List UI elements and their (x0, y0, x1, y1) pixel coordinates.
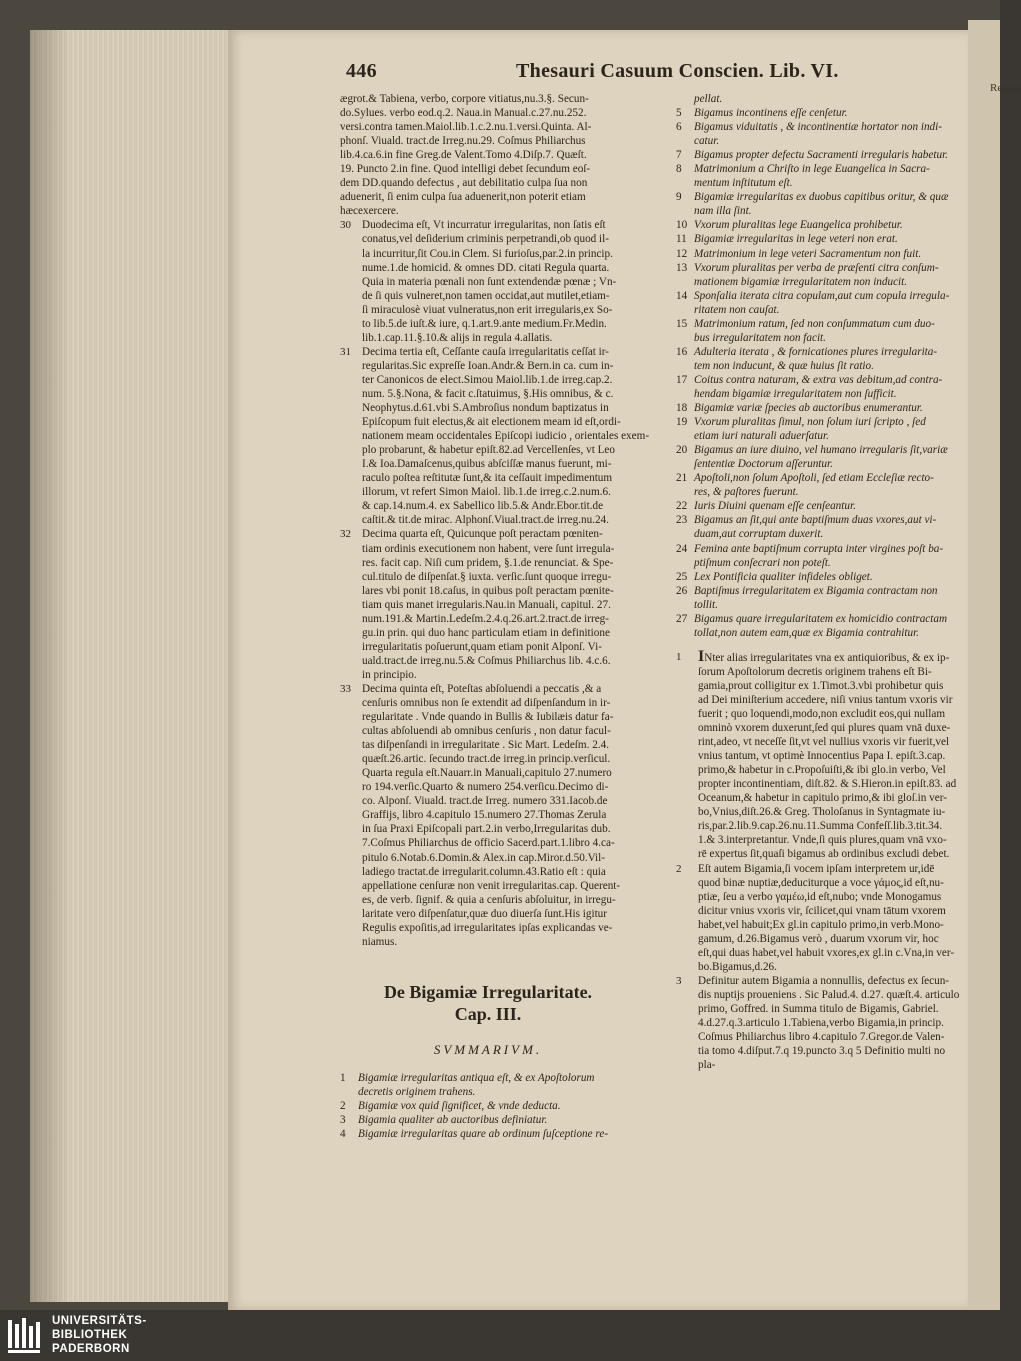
body-paragraph (676, 647, 968, 862)
summary-item-number: 4 (340, 1128, 346, 1141)
summary-line: Vxorum pluralitas per verba de præſenti citra conſum- (694, 261, 939, 274)
text-line: & cap.14.num.4. ex Sabellico lib.5.& Andr.Ebor.tit.de (362, 500, 604, 513)
text-line: versi.contra tamen.Maiol.lib.1.c.2.nu.1.versi.Quinta. Al- (340, 121, 592, 134)
summary-item-number: 21 (676, 472, 688, 485)
text-line: lares vbi ponit 18.caſus, in quibus poſt peractam pœnite- (362, 584, 614, 597)
summary-line: Bigamiæ irregularitas quare ab ordinum ſuſceptione re- (358, 1128, 609, 1141)
summary-item (340, 1113, 636, 1127)
logo-line-3: PADERBORN (52, 1343, 130, 1355)
text-line: ro 194.verſic.Quarto & numero 254.verſicu.Decimo di- (362, 781, 609, 794)
summary-item-number: 23 (676, 514, 688, 527)
paragraph-number: 30 (340, 219, 351, 232)
rule-paragraph (340, 682, 636, 949)
text-line: ptiæ, ſeu a verbo γαμέω,id eſt,nubo; vnde Monogamus (698, 890, 942, 903)
text-line: laritate vero diſpenſatur,quæ duo diuerſa ſunt.His igitur (362, 907, 607, 920)
summary-item (676, 317, 968, 345)
text-line: pla- (698, 1059, 716, 1072)
summary-item (340, 1127, 636, 1141)
summary-line: duam,aut corruptam duxerit. (694, 528, 824, 541)
text-line: rē expertus ſit,quaſi bigamus ab ordinibus excludi debet. (698, 848, 950, 861)
summary-line: Lex Pontificia qualiter infideles obliget. (694, 570, 873, 583)
summary-item (676, 232, 968, 246)
text-line: appellatione cenſuræ non venit irregularitas.cap. Querent- (362, 879, 621, 892)
summary-line: decretis originem trahens. (358, 1085, 476, 1098)
paragraph-number: 33 (340, 682, 351, 695)
summary-item (676, 218, 968, 232)
text-line: plo probarunt, & habetur epiſt.82.ad Vercellenſes, vt Leo (362, 444, 615, 457)
right-column (676, 92, 968, 1072)
text-line: fuerit ; quo loquendi,modo,non excludit eos,qui nullam (698, 708, 946, 721)
text-line: INter alias irregularitates vna ex antiquioribus, & ex ip- (698, 647, 950, 665)
text-line: phonſ. Viuald. tract.de Irreg.nu.29. Coſmus Philiarchus (340, 135, 586, 148)
text-line: tas diſpenſandi in irregularitate . Sic Mart. Ledeſm. 2.4. (362, 739, 609, 752)
summary-line: Vxorum pluralitas lege Euangelica prohibetur. (694, 219, 903, 232)
summary-item-number: 1 (340, 1071, 346, 1084)
text-line: dis nuptijs proueniens . Sic Palud.4. d.27. quæſt.4. articulo (698, 988, 960, 1001)
text-line: conatus,vel deſiderium criminis perpetrandi,ob quod il- (362, 233, 609, 246)
summary-line: pellat. (694, 93, 723, 105)
summary-item-number: 8 (676, 163, 682, 176)
text-line: 19. Puncto 2.in fine. Quod intelligi debet ſecundum eoſ- (340, 163, 591, 176)
left-continuation-text (340, 92, 636, 218)
left-rules-paragraphs (340, 218, 650, 948)
text-line: aduenerit, ſi enim culpa ſua aduenerit,non poterit etiam (340, 191, 586, 204)
text-line: res. facit cap. Niſi cum pridem, §.1.de renunciat. & Spe- (362, 556, 614, 569)
text-line: cul.titulo de diſpenſat.§ iuxta. verſic.ſunt quoque irregu- (362, 570, 612, 583)
text-line: bo.Bigamus,d.26. (698, 960, 777, 973)
text-line: lib.1.cap.11.§.10.& alijs in regula 4.allatis. (362, 331, 553, 344)
text-line: ſorum Apoſtolorum decretis originem trahens eſt Bi- (698, 665, 932, 678)
text-line: num.191.& Martin.Ledeſm.2.4.q.26.art.2.tract.de irreg- (362, 612, 609, 625)
summary-item (676, 148, 968, 162)
summary-item (676, 443, 968, 471)
text-line: es, de verb. ſignif. & quia a cenſuris abſoluitur, in irregu- (362, 893, 616, 906)
summary-line: Baptiſmus irregularitatem ex Bigamia contractam non (694, 584, 938, 597)
summary-line: Matrimonium in lege veteri Sacramentum non fuit. (694, 247, 922, 260)
paragraph-number: 3 (676, 974, 682, 987)
text-line: 1.& 3.interpretantur. Vnde,ſi quis plures,quam vnā vxo- (698, 834, 947, 847)
rule-paragraph (340, 527, 636, 682)
logo-line-1: UNIVERSITÄTS- (52, 1315, 147, 1327)
text-line: tiam quis manet irregularis.Nau.in Manuali, capitul. 27. (362, 598, 611, 611)
text-line: Oceanum,& habetur in capitulo primo,& ibi gloſ.in ver- (698, 792, 947, 805)
text-line: Quia in materia pœnali non ſunt extendendæ pœnæ ; Vn- (362, 275, 617, 288)
summary-item (676, 261, 968, 289)
text-line: pitulo 6.Notab.6.Domin.& Alex.in cap.Miror.d.50.Vil- (362, 851, 605, 864)
text-line: uald.tract.de irreg.nu.5.& Coſmus Philiarchus lib. 4.c.6. (362, 654, 611, 667)
summary-line: Femina ante baptiſmum corrupta inter virgines poſt ba- (694, 542, 944, 555)
paragraph-number: 2 (676, 862, 682, 875)
summary-item (676, 345, 968, 373)
rule-paragraph (340, 345, 650, 528)
text-line: eſt,qui duas habet,vel habuit vxores,ex gl.in c.Vna,in ver- (698, 946, 955, 959)
summary-item-number: 10 (676, 219, 688, 232)
left-column (340, 92, 650, 1141)
fore-edge-shadow (30, 30, 70, 1302)
chapter-number: Cap. III. (454, 1003, 522, 1024)
text-line: ladiego tractat.de irregularit.column.43.Ratio eſt : quia (362, 865, 606, 878)
summary-item-number: 12 (676, 247, 688, 260)
summary-line: Bigamus viduitatis , & incontinentiæ hortator non indi- (694, 121, 942, 134)
summary-line: Matrimonium a Chriſto in lege Euangelica in Sacra- (694, 163, 930, 176)
text-line: gamum, d.26.Bigamus verò , duarum vxorum vir, hoc (698, 932, 939, 945)
summary-line: mentum inſtitutum eſt. (694, 177, 793, 190)
summary-item (676, 247, 968, 261)
text-line: vnius tantum, vt optimè Innocentius Papa I. epiſt.3.cap. (698, 750, 946, 763)
facing-page-edge (968, 20, 1021, 1310)
summary-line: etiam iuri naturali aduerſatur. (694, 430, 829, 443)
summary-item-number: 22 (676, 500, 688, 513)
summary-line: Bigamiæ irregularitas in lege veteri non erat. (694, 233, 898, 246)
text-line: primo,& habetur in c.Propoſuiſti,& ibi glo.in verbo, Vel (698, 764, 946, 777)
summary-item-number: 17 (676, 373, 688, 386)
summary-item (676, 513, 968, 541)
summary-line: nam illa ſint. (694, 205, 752, 218)
text-line: Definitur autem Bigamia a nonnullis, defectus ex ſecun- (698, 974, 950, 987)
text-line: 4.d.27.q.3.articulo 1.Tabiena,verbo Bigamia,in princip. (698, 1017, 944, 1030)
summary-line: ſententiæ Doctorum aſſeruntur. (694, 458, 833, 471)
summary-line: Bigamiæ vox quid ſignificet, & vnde deducta. (358, 1100, 561, 1112)
text-line: cenſuris omnibus non ſe extendit ad diſpenſandum in ir- (362, 697, 611, 710)
text-line: ter Canonicos de elect.Simou Maiol.lib.1.de irreg.cap.2. (362, 373, 613, 386)
summary-item-number: 19 (676, 416, 688, 429)
summarium-label: SVMMARIVM. (433, 1041, 543, 1057)
text-line: Decima quinta eſt, Poteſtas abſoluendi a peccatis ,& a (362, 682, 602, 695)
summary-item-number: 9 (676, 191, 682, 204)
summary-item-number: 7 (676, 149, 682, 162)
summary-item (676, 162, 968, 190)
summary-line: Coitus contra naturam, & extra vas debitum,ad contra- (694, 373, 943, 386)
text-line: regularitate . Vnde quando in Bullis & Iubilæis datur fa- (362, 711, 614, 724)
text-line: nume.1.de homicid. & omnes DD. citati Regula quarta. (362, 261, 610, 274)
text-line: habet,vel habuit;Ex gl.in capitulo primo,in verb.Mono- (698, 918, 944, 931)
text-line: ris,par.2.lib.9.cap.26.nu.11.Summa Confeſſ.lib.3.tit.34. (698, 820, 943, 833)
text-line: tiam ordinis executionem non habent, vere ſunt irregula- (362, 542, 615, 555)
summary-item (340, 1071, 636, 1099)
text-line: propter incontinentiam, diſt.82. & S.Hieron.in epiſt.83. ad (698, 778, 957, 791)
text-line: raculo poſtea reſtitutæ ſunt,& ita ceſſauit impedimentum (362, 472, 613, 485)
summary-line: mationem bigamiæ irregularitatem non inducit. (694, 275, 908, 288)
summary-line: tem non inducunt, & quæ huius ſit ratio. (694, 359, 874, 372)
summary-list-left (340, 1071, 636, 1141)
summary-line: Vxorum pluralitas ſimul, non ſolum iuri ſcripto , ſed (694, 416, 926, 429)
summary-line: tollit. (694, 598, 718, 611)
text-line: quod binæ nuptiæ,deduciturque a voce γάμος,id eſt,nu- (698, 876, 944, 889)
summary-item-number: 14 (676, 289, 688, 302)
text-line: dicitur vnius vxoris vir, ſcilicet,qui vnam tātum vxorem (698, 904, 946, 917)
summary-item-number: 26 (676, 584, 688, 597)
text-line: gamia,prout colligitur ex 1.Timot.3.vbi prohibetur quis (698, 679, 944, 692)
text-line: gu.in prin. qui duo hanc particulam etiam in definitione (362, 626, 610, 639)
text-line: ſi miraculosè viuat vulneratus,non erit irregularis,ex So- (362, 303, 613, 316)
body-paragraph (676, 862, 968, 974)
summary-item (676, 584, 968, 612)
summary-line: Bigamus incontinens eſſe cenſetur. (694, 107, 848, 120)
summary-item-number: 5 (676, 107, 682, 120)
text-line: Decima tertia eſt, Ceſſante cauſa irregularitatis ceſſat ir- (362, 345, 610, 358)
text-line: illorum, vt refert Simon Maiol. lib.1.de irreg.c.2.num.6. (362, 486, 611, 499)
text-line: cultas abſoluendi ab omnibus cenſuris , non datur facul- (362, 725, 611, 738)
summary-line: ptiſmum conſecrari non poteſt. (694, 556, 831, 569)
text-line: rint,adeo, vt neceſſe ſit,vt vel nullius vxoris vir fuerit,vel (698, 736, 950, 749)
text-line: bo,Vnius,diſt.26.& Greg. Tholoſanus in Syntagmate iu- (698, 806, 946, 819)
footer-bar (0, 1310, 1000, 1361)
text-line: Coſmus Philiarchus libro 4.capitulo 7.Gregor.de Valen- (698, 1031, 945, 1044)
summary-line: catur. (694, 135, 720, 148)
text-line: irregularitatis poſuerunt,quam etiam ponit Alponſ. Vi- (362, 640, 602, 653)
text-line: quæſt.26.artic. ſecundo tract.de irreg.in princip.verſicul. (362, 753, 611, 766)
summary-item-number: 2 (340, 1100, 346, 1112)
summary-item (340, 1099, 636, 1113)
summary-item-number: 3 (340, 1114, 346, 1127)
summary-line: res, & paſtores fuerunt. (694, 486, 799, 499)
library-logo-text (52, 1314, 147, 1356)
text-line: primo, Goffred. in Summa titulo de Bigamis, Gabriel. (698, 1003, 939, 1015)
summary-line: Matrimonium ratum, ſed non conſummatum cum duo- (694, 317, 935, 330)
summary-item (676, 106, 968, 120)
summary-item-number: 13 (676, 261, 688, 274)
text-line: do.Sylues. verbo eod.q.2. Naua.in Manual.c.27.nu.252. (340, 107, 587, 120)
summary-item (676, 499, 968, 513)
paragraph-number: 31 (340, 345, 351, 358)
text-line: in ſua Praxi Epiſcopali part.2.in verbo,Irregularitas dub. (362, 823, 611, 836)
summary-line: Sponſalia iterata citra copulam,aut cum copula irregula- (694, 289, 950, 302)
paragraph-number: 32 (340, 528, 351, 541)
drop-cap: I (698, 647, 705, 665)
summary-item (676, 92, 968, 106)
summary-item-number: 25 (676, 570, 688, 583)
summary-item (676, 542, 968, 570)
book-page (228, 30, 968, 1310)
running-title: Thesauri Casuum Conscien. Lib. VI. (516, 60, 839, 82)
summary-item (676, 289, 968, 317)
summary-line: Adulteria iterata , & fornicationes plures irregularita- (694, 345, 938, 358)
text-line: caſtit.& tit.de mirac. Alphonſ.Viual.tract.de irreg.nu.24. (362, 514, 609, 527)
text-line: to lib.5.de iuſt.& iure, q.1.art.9.ante medium.Fr.Medin. (362, 317, 607, 330)
text-line: hæcexercere. (340, 205, 399, 218)
summary-line: Bigamiæ variæ ſpecies ab auctoribus enumerantur. (694, 402, 923, 415)
text-line: niamus. (362, 935, 398, 948)
summary-item-number: 18 (676, 402, 688, 415)
summary-item (676, 190, 968, 218)
text-line: Decima quarta eſt, Quicunque poſt peractam pœniten- (362, 528, 603, 541)
text-line: ægrot.& Tabiena, verbo, corpore vitiatus,nu.3.§. Secun- (340, 93, 589, 105)
summary-item (676, 570, 968, 584)
summary-line: Bigamiæ irregularitas antiqua eſt, & ex Apoſtolorum (358, 1071, 595, 1084)
summary-item (676, 612, 968, 640)
rule-paragraph (340, 218, 636, 344)
text-line: Neophytus.d.61.vbi S.Ambroſius nondum baptizatus in (362, 402, 609, 415)
library-logo-icon (6, 1316, 46, 1356)
text-line: nationem meam occidentales Epiſcopi iudicio , orientales exem- (362, 430, 650, 443)
summary-line: Bigamia qualiter ab auctoribus definiatur. (358, 1114, 548, 1127)
text-line: Eſt autem Bigamia,ſi vocem ipſam interpretem ur,idē (698, 862, 935, 875)
text-line: omninò vxorem duxerunt,ſed qui plures quam vnā duxe- (698, 722, 951, 735)
text-line: num. 5.§.Nona, & facit c.ſtatuimus, §.His omnibus, & c. (362, 387, 614, 400)
text-line: co. Alponſ. Viuald. tract.de Irreg. numero 331.Iacob.de (362, 795, 608, 808)
text-line: ad Dei miniſterium accedere, niſi vnius tantum vxoris vir (698, 693, 953, 706)
summary-list-right (676, 92, 968, 640)
summary-item-number: 27 (676, 612, 688, 625)
body-paragraph (676, 974, 968, 1072)
text-line: tia tomo 4.diſput.7.q 19.puncto 3.q 5 Definitio multi no (698, 1045, 946, 1058)
summary-item (676, 120, 968, 148)
summary-item-number: 6 (676, 121, 682, 134)
summary-line: Bigamus an iure diuino, vel humano irregularis ſit,variæ (694, 444, 948, 457)
summary-item-number: 15 (676, 317, 688, 330)
summary-line: Bigamus propter defectu Sacramenti irregularis habetur. (694, 149, 948, 162)
text-line: Graffijs, libro 4.capitulo 15.numero 27.Thomas Zerula (362, 809, 607, 822)
chapter-heading: De Bigamiæ Irregularitate. (383, 981, 593, 1002)
summary-line: ritatem non cauſat. (694, 303, 780, 316)
summary-item (676, 415, 968, 443)
text-line: Duodecima eſt, Vt incurratur irregularitas, non ſatis eſt (362, 219, 606, 232)
summary-item-number: 24 (676, 542, 688, 555)
text-line: regularitas.Sic expreſſe Ioan.Andr.& Bern.in ca. cum in- (362, 359, 614, 372)
right-body-paragraphs (676, 647, 968, 1072)
summary-item-number: 11 (676, 233, 687, 246)
summary-line: bus irregularitatem non facit. (694, 331, 826, 344)
facing-page-fragment: Regula (990, 82, 1021, 94)
text-line: la incurritur,ſit Cou.in Clem. Si furioſus,par.2.in princip. (362, 247, 613, 260)
text-line: de ſi quis vulneret,non tamen occidat,aut mutilet,etiam- (362, 289, 610, 302)
summary-item (676, 401, 968, 415)
summary-line: tollat,non autem eam,quæ ex Bigamia contrahitur. (694, 626, 919, 639)
text-line: Regulis expoſitis,ad irregularitates ipſas explicandas ve- (362, 921, 613, 934)
text-line: dem DD.quando defectus , aut debilitatio culpa ſua non (340, 177, 588, 190)
text-line: in principio. (362, 668, 417, 681)
summary-item (676, 471, 968, 499)
text-line: Quarta regula eſt.Nauarr.in Manuali,capitulo 27.numero (362, 767, 612, 780)
logo-line-2: BIBLIOTHEK (52, 1329, 128, 1341)
summary-line: Bigamus an ſit,qui ante baptiſmum duas vxores,aut vi- (694, 514, 937, 527)
summary-line: Bigamus quare irregularitatem ex homicidio contractam (694, 612, 948, 625)
summary-line: Apoſtoli,non ſolum Apoſtoli, ſed etiam Eccleſiæ recto- (694, 472, 934, 485)
text-line: Epiſcopum fuit electus,& ait electionem meam id eſt,ordi- (362, 416, 621, 429)
text-line: lib.4.ca.6.in fine Greg.de Valent.Tomo 4.Diſp.7. Quæſt. (340, 149, 587, 162)
summary-item-number: 16 (676, 345, 688, 358)
summary-line: hendam bigamiæ irregularitatem non ſufficit. (694, 387, 897, 400)
text-line: 7.Coſmus Philiarchus de officio Sacerd.part.1.libro 4.ca- (362, 837, 615, 850)
text-line: I.& Ioa.Damaſcenus,quibus abſciſſæ manus fuerunt, mi- (362, 458, 612, 471)
page-number: 446 (346, 60, 377, 82)
summary-item (676, 373, 968, 401)
summary-item-number: 20 (676, 444, 688, 457)
summary-line: Bigamiæ irregularitas ex duobus capitibus oritur, & quæ (694, 191, 949, 204)
summary-line: Iuris Diuini quenam eſſe cenſeantur. (694, 500, 856, 513)
paragraph-number: 1 (676, 650, 682, 663)
